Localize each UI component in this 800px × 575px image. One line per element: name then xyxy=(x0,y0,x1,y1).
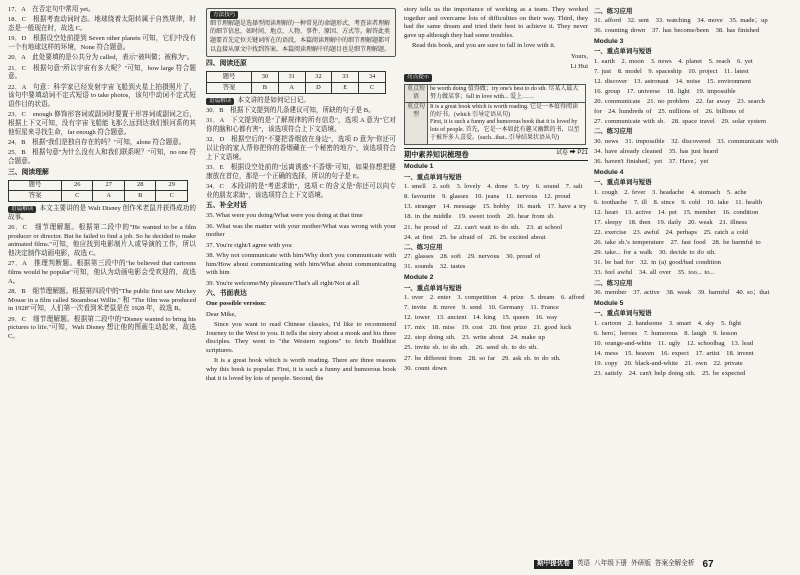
answer-table xyxy=(206,71,386,93)
subsection-heading: 二、练习应用 xyxy=(594,7,633,15)
vocab-row: 7. just 8. model 9. spaceship 10. project 11. latest xyxy=(594,67,749,75)
vocab-row: 27. be different from 28. so far 29. ask sb. to do sth. xyxy=(404,354,561,362)
vocab-row: 27. communicate with sb. 28. space travel 29. solar system xyxy=(594,118,766,126)
vocab-row: 26. take sb.'s temperature 27. fast food 28. be harmful to xyxy=(594,239,761,247)
table-row xyxy=(405,103,586,145)
answer-item: 29．C 细节理解题。根据第二段中的"Disney wanted to bring his pictures to life."可知，Walt Disney 想让他的图画生动起来，故选 C。 xyxy=(8,315,196,341)
practice-list xyxy=(594,17,792,36)
answer-item: 25．B 根据句意"为什么没有人和我们联系呢？"可知，no one 符合题意。 xyxy=(8,149,196,165)
section-title: 期中素养知识梳理卷 xyxy=(404,149,469,159)
practice-row: 31. sounds 32. tastes xyxy=(404,263,466,271)
vocab-row: 17. sleepy 18. then 19. daily 20. weak 21. illness xyxy=(594,218,747,226)
table-header: 答案 xyxy=(207,83,252,94)
vocab-row: 30. count down xyxy=(404,364,447,372)
letter-paragraph: story tells us the importance of working as a team. They worked together and overcame lots of difficulties on their way. Third, they had the same dream and tried their best to achieve it. They never gave up although they had some troubles. xyxy=(404,6,588,40)
section-heading: 六、书面表达 xyxy=(206,290,247,298)
practice-row: 36. counting down 37. has become/been 38. has finished xyxy=(594,27,760,35)
page-number: 67 xyxy=(702,558,714,570)
answer-item: 23．C enough 修饰形容词或副词时要置于形容词或副词之后，根据上下文可知，没有宇宙飞船能飞那么远到达我们银河系的其他恒星来寻找生命，far enough 符合题意。 xyxy=(8,111,196,136)
reading-intro-text: 本文讲的是如何记日记。 xyxy=(237,96,310,104)
table-row xyxy=(405,85,586,103)
vocab-row: 20. communicate 21. no problem 22. far away 23. search xyxy=(594,98,765,106)
vocab-row: 12. discover 13. astronaut 14. noise 15. environment xyxy=(594,77,752,85)
vocab-row: 25. invite sb. to do sth. 26. send sb. to do sth. xyxy=(404,344,538,352)
vocab-row: 13. stranger 14. message 15. hobby 16. mark 17. have a try xyxy=(404,203,587,211)
dialog-answer: 37. You're right/I agree with you xyxy=(206,241,292,249)
letter-signature: Li Hui xyxy=(570,63,588,70)
reading-tag: 语篇解读 xyxy=(206,98,234,105)
dialog-answer: 35. What were you doing/What were you doing at that time xyxy=(206,212,363,220)
tip-box xyxy=(206,8,396,57)
answer-item: 18．C 根据考查动词时态。地球绕着太阳转属于自然规律，时态是一般现在时，故选 C。 xyxy=(8,16,196,32)
table-header: 题号 xyxy=(207,72,252,83)
answer-list-2 xyxy=(8,224,196,342)
practice-row: 34. have already cleaned 35. has just heard xyxy=(594,147,718,155)
section-heading: 四、阅读还原 xyxy=(206,60,247,68)
letter-paragraph: Since you want to read Chinese classics, I'd like to recommend Journey to the West to you. It tells the story about a monk and his three disciples. They went to "the Western regions" to fetch Buddhist scriptures. xyxy=(206,320,396,355)
vocab-row: 8. favourite 9. glasses 10. jeans 11. nervous 12. proud xyxy=(404,193,571,201)
reading-intro xyxy=(206,97,396,106)
letter-paragraph: Read this book, and you are sure to fall in love with it. xyxy=(412,42,556,50)
vocab-row: 23. satisfy 24. can't help doing sth. 25. be expected xyxy=(594,370,746,378)
module-heading: Module 1 xyxy=(404,163,434,171)
table-cell: be worth doing 值得做；try one's best to do sth. 尽某人最大努力做某事；fall in love with... 爱上…… xyxy=(428,85,586,103)
reading-intro xyxy=(8,205,196,222)
vocab-row: 6. hero；heroes 7. humorous 8. laugh 9. lesson xyxy=(594,329,738,337)
table-cell: 28 xyxy=(124,180,156,191)
vocab-row: 14. mess 15. heaven 16. expect 17. artist 18. invent xyxy=(594,350,754,358)
vocab-list xyxy=(594,58,792,127)
section-ref: 试卷 ⮕ P21 xyxy=(555,149,588,156)
answer-item: 27．A 推理判断题。根据第三段中的"he believed that cartoons films would be popular"可知，他认为动画电影会受欢迎的，故选 A。 xyxy=(8,260,196,285)
subsection-heading: 一、重点单词与短语 xyxy=(404,284,462,292)
answer-item: 30．B 根据下文提到的几条建议可知，所缺的句子是 B。 xyxy=(206,106,375,114)
table-cell: A xyxy=(278,83,305,94)
vocab-row: 33. feel awful 34. all over 35. too... to... xyxy=(594,269,715,277)
vocab-row: 6. toothache 7. ill 8. since 9. cold 10. take 11. health xyxy=(594,198,763,206)
practice-row: 36. member 37. active 38. weak 39. harmful 40. so；that xyxy=(594,289,770,297)
module-heading: Module 3 xyxy=(594,37,624,45)
footer-subject: 英语 xyxy=(576,560,591,568)
vocab-row: 12. tower 13. ancient 14. king 15. queen 16. way xyxy=(404,314,558,322)
table-cell: A xyxy=(93,191,125,202)
vocab-list xyxy=(594,189,792,278)
answer-item: 22．A 句意：科学家已经发射宇宙飞船到火星上拍摄照片了，该句中要填动词不定式短语 to take photos，该句中动词不定式短语作目的状语。 xyxy=(8,83,196,108)
table-header: 重点短语 xyxy=(405,85,428,103)
answer-item: 26．C 细节理解题。根据第二段中的"He wanted to be a film producer or director. But he failed to find a job. So he decided to make animated films."可知，他应找到电影制片人或导演的工作，所以他决定制作动画电影，故选 C。 xyxy=(8,223,196,258)
table-cell: C xyxy=(61,191,93,202)
answer-item: 21．C 根据句意"所以宇宙有多大呢？"可知，how large 符合题意。 xyxy=(8,64,196,81)
highlight-tag-row xyxy=(404,73,588,82)
vocab-row: 1. cough 2. fever 3. headache 4. stomach 5. ache xyxy=(594,188,747,196)
vocab-row: 21. be proud of 22. can't wait to do sth. 23. at school xyxy=(404,223,563,231)
vocab-row: 1. smell 2. soft 3. lovely 4. done 5. try 6. sound 7. salt xyxy=(404,183,583,191)
subsection-heading: 二、练习应用 xyxy=(404,243,443,251)
vocab-list xyxy=(404,294,588,373)
table-header: 重点句型 xyxy=(405,103,428,145)
vocab-row: 16. group 17. universe 18. light 19. impossible xyxy=(594,87,736,95)
column-4 xyxy=(594,6,792,380)
table-header: 题号 xyxy=(9,180,62,191)
table-cell: D xyxy=(305,83,332,94)
highlight-tag: 亮点提示 xyxy=(404,74,432,81)
table-cell: 29 xyxy=(156,180,188,191)
subsection-heading: 二、练习应用 xyxy=(594,279,633,287)
vocab-row: 22. exercise 23. awful 24. perhaps 25. catch a cold xyxy=(594,229,748,237)
practice-row: 36. haven't finished；yet 37. Have；yet xyxy=(594,158,709,166)
table-cell: B xyxy=(252,83,279,94)
table-cell: 33 xyxy=(332,72,359,83)
version-label: One possible version: xyxy=(206,300,267,308)
table-cell: C xyxy=(156,191,188,202)
table-cell: 32 xyxy=(305,72,332,83)
vocab-row: 1. cartoon 2. handsome 3. smart 4. sky 5. fight xyxy=(594,319,742,327)
vocab-row: 10. orange-and-white 11. ugly 12. schoolbag 13. lead xyxy=(594,339,754,347)
answer-item: 20．A 此处要填的是公共分为 called，表示"被叫做；被称为"。 xyxy=(8,54,194,62)
vocab-row: 24. at first 25. be afraid of 26. be excited about xyxy=(404,233,546,241)
footer-brand: 期中提优卷 xyxy=(534,560,573,569)
vocab-row: 1. over 2. enter 3. competition 4. prize 5. dream 6. afford xyxy=(404,293,585,301)
vocab-row: 31. be bad for 32. in (a) good/bad condition xyxy=(594,259,721,267)
subsection-heading: 一、重点单词与短语 xyxy=(404,173,462,181)
footer-edition: 外研版 xyxy=(631,560,651,568)
table-cell: 31 xyxy=(278,72,305,83)
practice-row: 31. afford 32. sent 33. watching 34. move 35. made；up xyxy=(594,16,768,24)
dialog-answer: 38. Why not communicate with him/Why don't you communicate with him/How about communicating with him/What about communicating with him xyxy=(206,251,396,277)
answer-list-1 xyxy=(8,6,196,167)
letter-salutation: Dear Mike, xyxy=(206,310,237,318)
column-2 xyxy=(206,6,396,385)
answer-item: 24．B 根据"我们是独自存在的吗？"可知，alone 符合题意。 xyxy=(8,139,186,146)
dialog-answer: 39. You're welcome/My pleasure/That's all right/Not at all xyxy=(206,279,360,287)
answer-item: 31．A 下文提到的是"了解规律的所有信息"，选项 A 意为"它对你的脑和心都有害"，该选项符合上下文语境。 xyxy=(206,117,396,133)
vocab-row: 1. earth 2. moon 3. news 4. planet 5. reach 6. yet xyxy=(594,57,753,65)
section-title-bar xyxy=(404,148,588,162)
tip-text: 细节理解题是选择型阅读理解的一种常见的命题形式，考查读者理解的细节信息，如时间、地点、人物、事件、原因、方式等。解答此类题要首先定位关键词所在的语段，本篇阅读理解中的细节理解题都可以直接从原文中找到答案。本篇阅读理解中的题目也是细节理解题。 xyxy=(210,20,391,53)
subsection-heading: 一、重点单词与短语 xyxy=(594,48,652,56)
reading-intro-text: 本文主要讲的是 Walt Disney 创作米老鼠并获得成功的故事。 xyxy=(8,204,196,221)
column-3 xyxy=(404,6,588,375)
table-header: 答案 xyxy=(9,191,62,202)
answer-list-3 xyxy=(206,107,396,200)
column-1 xyxy=(8,6,196,343)
practice-list xyxy=(594,289,792,298)
module-heading: Module 4 xyxy=(594,168,624,176)
practice-row: 27. glasses 28. soft 29. nervous 30. proud of xyxy=(404,253,541,261)
tip-tag: 方法技巧 xyxy=(210,11,238,19)
page-footer xyxy=(534,558,794,571)
table-cell: 30 xyxy=(252,72,279,83)
answer-item: 28．B 细节理解题。根据第四段中的"The public first saw Mickey Mouse in a film called Steamboat Willie." 和 "The film was produced in 1928"可知，人们第一次看到米老鼠是在 1928 年，故选 B。 xyxy=(8,288,196,313)
vocab-row: 12. heart 13. active 14. pet 15. member 16. condition xyxy=(594,208,759,216)
module-heading: Module 5 xyxy=(594,299,624,307)
answer-item: 17．A 在否定句中常用 yet。 xyxy=(8,6,95,13)
vocab-row: 22. stop doing sth. 23. write about 24. make up xyxy=(404,334,545,342)
section-heading: 五、补全对话 xyxy=(206,202,247,210)
vocab-row: 18. in the middle 19. sweet tooth 20. hear from sb. xyxy=(404,213,555,221)
table-cell: It is a great book which is worth reading. 它是一本值得阅读的好书。(which 引导定语从句) First, it is such a funny and humorous book that it is loved by lots of people. 首先，它是一本如此有趣又幽默的书，以至于被许多人喜爱。(such...that...引导结果状语从句) xyxy=(428,103,586,145)
letter-closing: Yours, xyxy=(570,52,588,60)
vocab-row: 17. mix 18. miss 19. cost 20. first prize 21. good luck xyxy=(404,324,572,332)
reading-tag: 语篇解读 xyxy=(8,206,36,213)
dialog-answers xyxy=(206,212,396,288)
vocab-list xyxy=(404,183,588,242)
subsection-heading: 二、练习应用 xyxy=(594,128,633,136)
answer-item: 32．D 根据空后的"不要把香烟放在身边"，选项 D 意为"你还可以让你的家人帮你把你的香烟藏在一个秘密的地方"，该选项符合上下文语境。 xyxy=(206,136,396,161)
table-cell: 26 xyxy=(61,180,93,191)
dialog-answer: 36. What was the matter with your mother/What was wrong with your mother xyxy=(206,222,396,239)
table-cell: C xyxy=(359,83,386,94)
key-points-table xyxy=(404,84,586,145)
practice-list xyxy=(594,138,792,167)
answer-item: 34．C 本段讲的是"考虑求助"，选项 C 的含义是"你还可以向专业的朋友求助"，该选项符合上下文语境。 xyxy=(206,182,396,199)
answer-item: 33．E 根据设空处前的"远离诱惑"不香烟"可知，如果你想把健康放在首位，那是一个正确的选择，所以的句子是 E。 xyxy=(206,163,396,180)
subsection-heading: 一、重点单词与短语 xyxy=(594,179,652,187)
letter-paragraph: It is a great book which is worth reading. There are three reasons why this book is popular. First, it is such a funny and humorous book that it is loved by lots of people. Second, the xyxy=(206,357,396,382)
table-cell: B xyxy=(124,191,156,202)
section-heading: 三、阅读理解 xyxy=(8,168,49,176)
table-cell: E xyxy=(332,83,359,94)
footer-title: 答案全解全析 xyxy=(654,560,695,568)
subsection-heading: 一、重点单词与短语 xyxy=(594,310,652,318)
practice-list xyxy=(404,253,588,272)
footer-grade: 八年级下册 xyxy=(594,560,628,568)
vocab-list xyxy=(594,320,792,379)
vocab-row: 19. copy 20. black-and-white 21. own 22. private xyxy=(594,360,743,368)
answer-item: 19．D 根据设空处前提到 Seven other planets 可知，它们中没有一个有地球这样的环境，None 符合题意。 xyxy=(8,35,196,51)
table-cell: 27 xyxy=(93,180,125,191)
practice-row: 30. news 31. impossible 32. discovered 33. communicate with xyxy=(594,137,778,145)
table-cell: 34 xyxy=(359,72,386,83)
answer-table xyxy=(8,180,188,202)
module-heading: Module 2 xyxy=(404,274,434,282)
vocab-row: 7. invite 8. move 9. send 10. Germany 11. France xyxy=(404,304,559,312)
vocab-row: for 24. hundreds of 25. millions of 26. billions of xyxy=(594,108,745,116)
vocab-row: 29. take... for a walk 30. decide to do sth. xyxy=(594,249,716,257)
